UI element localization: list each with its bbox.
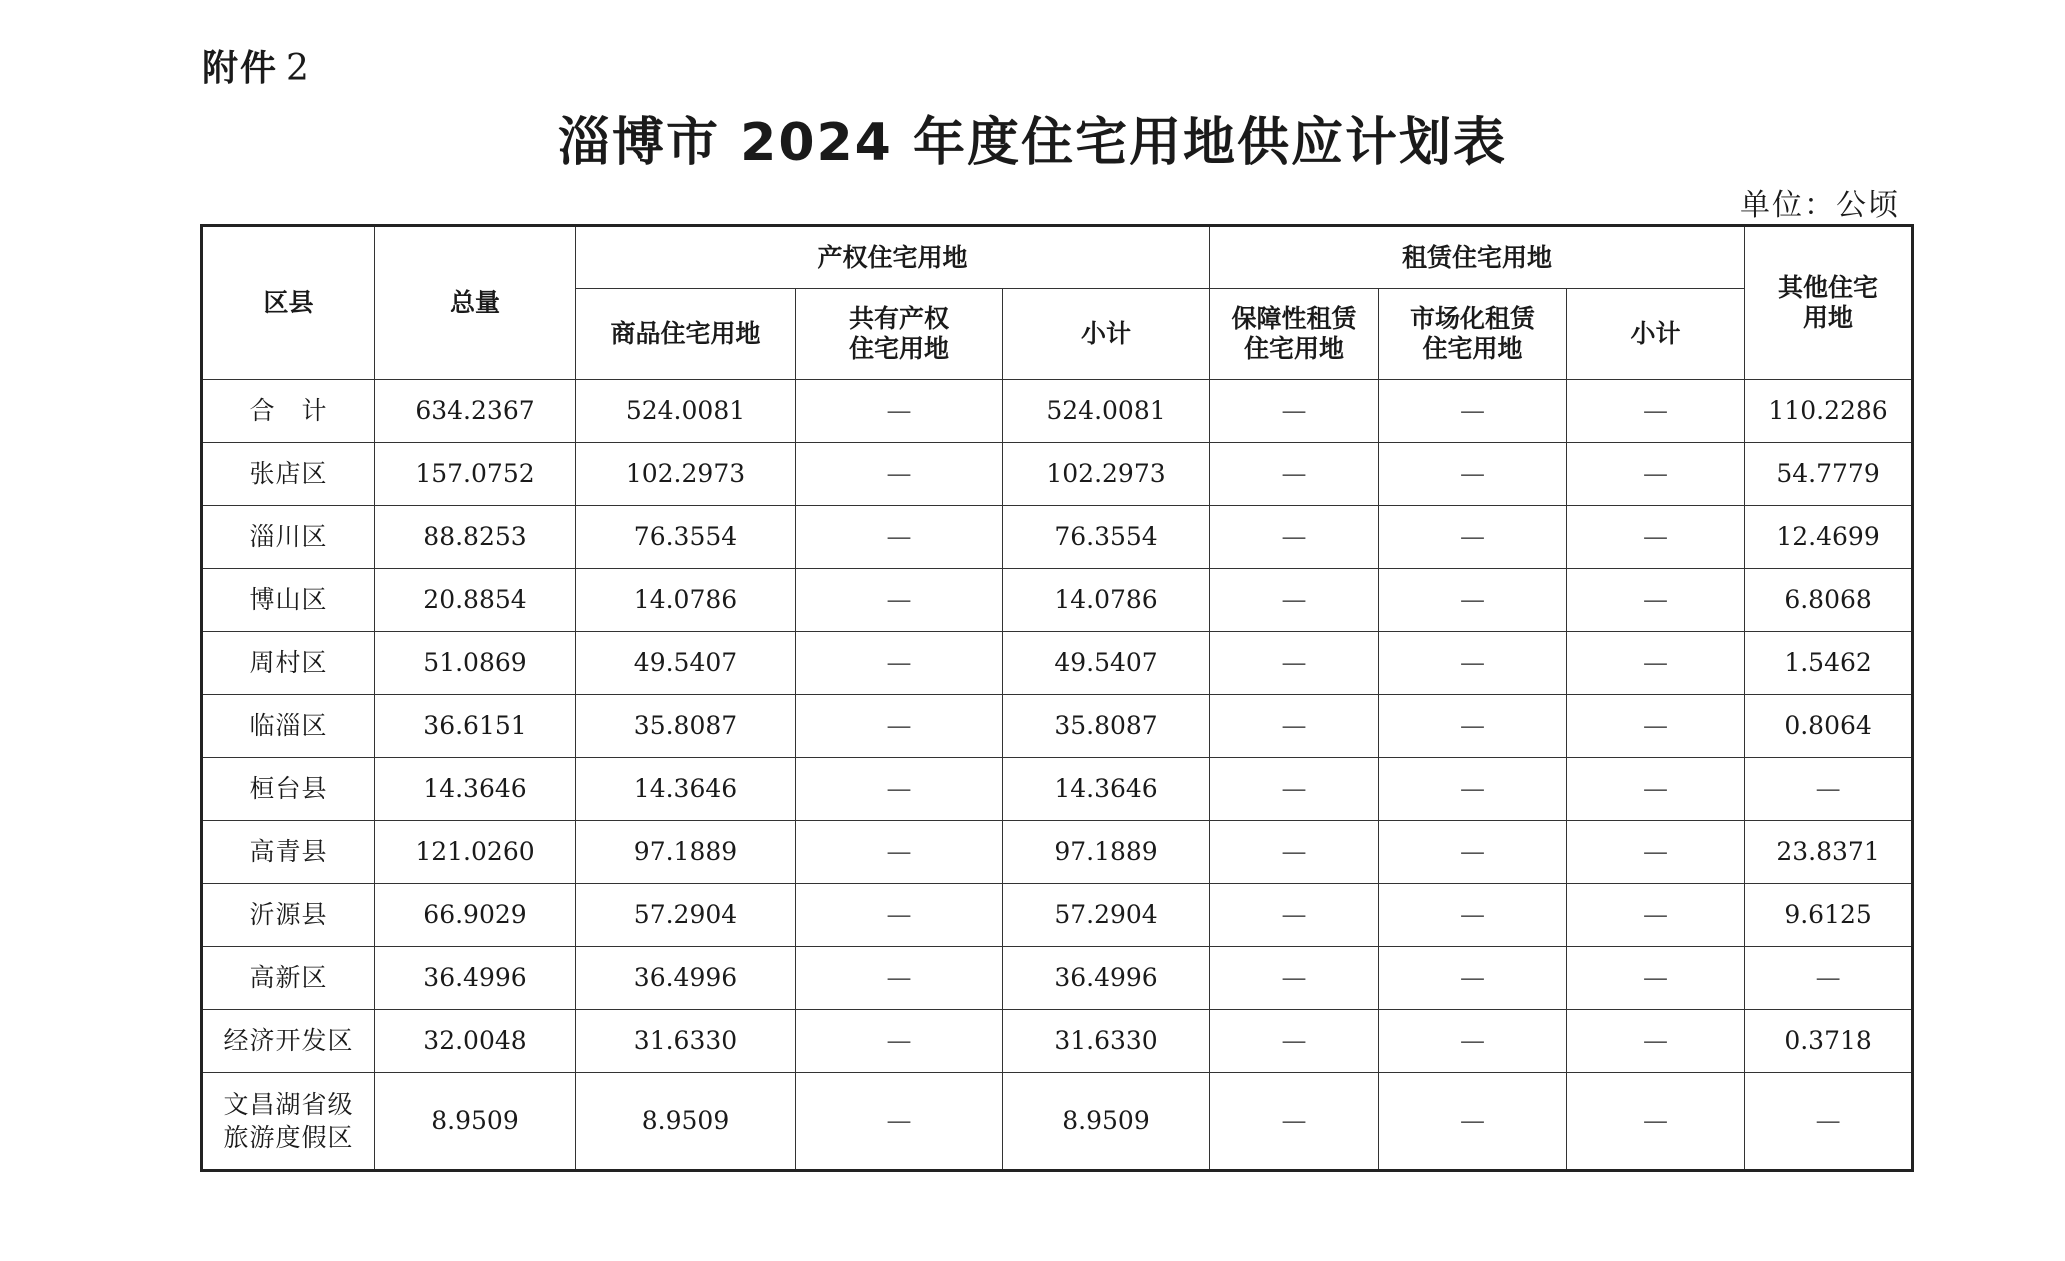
header-rental-subtotal: 小计 bbox=[1567, 289, 1745, 380]
header-other bbox=[1745, 226, 1913, 380]
cell-commercial: 524.0081 bbox=[576, 380, 796, 443]
table-row bbox=[202, 443, 1913, 506]
header-district: 区县 bbox=[202, 226, 375, 380]
cell-other: 6.8068 bbox=[1745, 569, 1913, 632]
cell-rental-subtotal: — bbox=[1567, 569, 1745, 632]
cell-market: — bbox=[1379, 884, 1567, 947]
cell-other: 0.8064 bbox=[1745, 695, 1913, 758]
cell-market: — bbox=[1379, 1073, 1567, 1171]
cell-total: 88.8253 bbox=[375, 506, 576, 569]
table-row bbox=[202, 1010, 1913, 1073]
unit-label: 单位：公顷 bbox=[1740, 188, 1900, 223]
header-property-group: 产权住宅用地 bbox=[576, 226, 1210, 289]
table-row bbox=[202, 506, 1913, 569]
cell-property-subtotal: 97.1889 bbox=[1003, 821, 1210, 884]
cell-total: 634.2367 bbox=[375, 380, 576, 443]
cell-property-subtotal: 76.3554 bbox=[1003, 506, 1210, 569]
cell-property-subtotal: 14.0786 bbox=[1003, 569, 1210, 632]
cell-other: — bbox=[1745, 947, 1913, 1010]
cell-other: 9.6125 bbox=[1745, 884, 1913, 947]
cell-total: 157.0752 bbox=[375, 443, 576, 506]
header-rental-group: 租赁住宅用地 bbox=[1210, 226, 1745, 289]
header-shared-property-text: 共有产权住宅用地 bbox=[848, 304, 949, 363]
table-row bbox=[202, 569, 1913, 632]
cell-shared: — bbox=[796, 632, 1003, 695]
cell-other: — bbox=[1745, 1073, 1913, 1171]
cell-rental-subtotal: — bbox=[1567, 380, 1745, 443]
cell-commercial: 49.5407 bbox=[576, 632, 796, 695]
attachment-label bbox=[202, 40, 311, 91]
cell-other: — bbox=[1745, 758, 1913, 821]
cell-rental-subtotal: — bbox=[1567, 1010, 1745, 1073]
cell-rental-subtotal: — bbox=[1567, 443, 1745, 506]
cell-district: 周村区 bbox=[202, 632, 375, 695]
cell-property-subtotal: 8.9509 bbox=[1003, 1073, 1210, 1171]
land-supply-table bbox=[200, 224, 1914, 1172]
cell-total: 36.4996 bbox=[375, 947, 576, 1010]
cell-total: 32.0048 bbox=[375, 1010, 576, 1073]
table-row bbox=[202, 380, 1913, 443]
cell-commercial: 14.0786 bbox=[576, 569, 796, 632]
cell-affordable: — bbox=[1210, 821, 1379, 884]
cell-property-subtotal: 49.5407 bbox=[1003, 632, 1210, 695]
cell-market: — bbox=[1379, 821, 1567, 884]
cell-shared: — bbox=[796, 443, 1003, 506]
cell-other: 0.3718 bbox=[1745, 1010, 1913, 1073]
cell-commercial: 35.8087 bbox=[576, 695, 796, 758]
cell-total: 36.6151 bbox=[375, 695, 576, 758]
cell-other: 110.2286 bbox=[1745, 380, 1913, 443]
cell-district: 临淄区 bbox=[202, 695, 375, 758]
cell-commercial: 31.6330 bbox=[576, 1010, 796, 1073]
cell-district: 高新区 bbox=[202, 947, 375, 1010]
cell-market: — bbox=[1379, 632, 1567, 695]
page-title: 淄博市 2024 年度住宅用地供应计划表 bbox=[558, 113, 1507, 173]
cell-district bbox=[202, 1073, 375, 1171]
header-affordable-rental-text: 保障性租赁住宅用地 bbox=[1231, 304, 1357, 363]
cell-commercial: 57.2904 bbox=[576, 884, 796, 947]
cell-affordable: — bbox=[1210, 758, 1379, 821]
cell-rental-subtotal: — bbox=[1567, 632, 1745, 695]
cell-property-subtotal: 14.3646 bbox=[1003, 758, 1210, 821]
table-row bbox=[202, 758, 1913, 821]
cell-commercial: 8.9509 bbox=[576, 1073, 796, 1171]
cell-total: 14.3646 bbox=[375, 758, 576, 821]
cell-other: 23.8371 bbox=[1745, 821, 1913, 884]
cell-property-subtotal: 102.2973 bbox=[1003, 443, 1210, 506]
cell-market: — bbox=[1379, 1010, 1567, 1073]
cell-commercial: 36.4996 bbox=[576, 947, 796, 1010]
cell-property-subtotal: 524.0081 bbox=[1003, 380, 1210, 443]
cell-district: 合 计 bbox=[202, 380, 375, 443]
header-row-group bbox=[202, 226, 1913, 289]
cell-affordable: — bbox=[1210, 947, 1379, 1010]
cell-district: 张店区 bbox=[202, 443, 375, 506]
cell-affordable: — bbox=[1210, 632, 1379, 695]
cell-district: 高青县 bbox=[202, 821, 375, 884]
cell-property-subtotal: 35.8087 bbox=[1003, 695, 1210, 758]
header-property-subtotal: 小计 bbox=[1003, 289, 1210, 380]
cell-other: 12.4699 bbox=[1745, 506, 1913, 569]
cell-market: — bbox=[1379, 443, 1567, 506]
cell-affordable: — bbox=[1210, 1073, 1379, 1171]
table-row bbox=[202, 821, 1913, 884]
cell-rental-subtotal: — bbox=[1567, 821, 1745, 884]
header-other-text: 其他住宅用地 bbox=[1778, 273, 1879, 332]
cell-rental-subtotal: — bbox=[1567, 884, 1745, 947]
cell-affordable: — bbox=[1210, 506, 1379, 569]
cell-property-subtotal: 57.2904 bbox=[1003, 884, 1210, 947]
header-total: 总量 bbox=[375, 226, 576, 380]
cell-affordable: — bbox=[1210, 1010, 1379, 1073]
cell-shared: — bbox=[796, 758, 1003, 821]
cell-property-subtotal: 31.6330 bbox=[1003, 1010, 1210, 1073]
cell-commercial: 14.3646 bbox=[576, 758, 796, 821]
cell-affordable: — bbox=[1210, 884, 1379, 947]
table-row bbox=[202, 947, 1913, 1010]
cell-market: — bbox=[1379, 380, 1567, 443]
cell-shared: — bbox=[796, 884, 1003, 947]
table-row bbox=[202, 884, 1913, 947]
cell-shared: — bbox=[796, 380, 1003, 443]
cell-shared: — bbox=[796, 1010, 1003, 1073]
cell-shared: — bbox=[796, 947, 1003, 1010]
cell-market: — bbox=[1379, 569, 1567, 632]
cell-market: — bbox=[1379, 506, 1567, 569]
cell-district: 沂源县 bbox=[202, 884, 375, 947]
cell-rental-subtotal: — bbox=[1567, 947, 1745, 1010]
cell-rental-subtotal: — bbox=[1567, 695, 1745, 758]
cell-total: 8.9509 bbox=[375, 1073, 576, 1171]
cell-total: 20.8854 bbox=[375, 569, 576, 632]
cell-market: — bbox=[1379, 947, 1567, 1010]
table-row bbox=[202, 695, 1913, 758]
cell-district: 淄川区 bbox=[202, 506, 375, 569]
cell-other: 1.5462 bbox=[1745, 632, 1913, 695]
table-row bbox=[202, 632, 1913, 695]
cell-rental-subtotal: — bbox=[1567, 1073, 1745, 1171]
cell-market: — bbox=[1379, 758, 1567, 821]
cell-shared: — bbox=[796, 1073, 1003, 1171]
cell-district: 桓台县 bbox=[202, 758, 375, 821]
cell-affordable: — bbox=[1210, 443, 1379, 506]
cell-total: 66.9029 bbox=[375, 884, 576, 947]
cell-rental-subtotal: — bbox=[1567, 758, 1745, 821]
cell-affordable: — bbox=[1210, 380, 1379, 443]
cell-district: 博山区 bbox=[202, 569, 375, 632]
header-commercial: 商品住宅用地 bbox=[576, 289, 796, 380]
cell-shared: — bbox=[796, 506, 1003, 569]
cell-other: 54.7779 bbox=[1745, 443, 1913, 506]
header-market-rental bbox=[1379, 289, 1567, 380]
cell-district-text: 文昌湖省级旅游度假区 bbox=[223, 1090, 354, 1152]
header-shared-property bbox=[796, 289, 1003, 380]
cell-rental-subtotal: — bbox=[1567, 506, 1745, 569]
cell-shared: — bbox=[796, 695, 1003, 758]
cell-total: 51.0869 bbox=[375, 632, 576, 695]
cell-shared: — bbox=[796, 821, 1003, 884]
cell-affordable: — bbox=[1210, 695, 1379, 758]
cell-total: 121.0260 bbox=[375, 821, 576, 884]
attachment-label-text: 附件 bbox=[202, 48, 279, 89]
header-affordable-rental bbox=[1210, 289, 1379, 380]
cell-shared: — bbox=[796, 569, 1003, 632]
attachment-number: 2 bbox=[286, 48, 311, 89]
cell-market: — bbox=[1379, 695, 1567, 758]
cell-district: 经济开发区 bbox=[202, 1010, 375, 1073]
cell-commercial: 102.2973 bbox=[576, 443, 796, 506]
header-market-rental-text: 市场化租赁住宅用地 bbox=[1410, 304, 1536, 363]
cell-affordable: — bbox=[1210, 569, 1379, 632]
cell-commercial: 97.1889 bbox=[576, 821, 796, 884]
cell-property-subtotal: 36.4996 bbox=[1003, 947, 1210, 1010]
cell-commercial: 76.3554 bbox=[576, 506, 796, 569]
table-row bbox=[202, 1073, 1913, 1171]
